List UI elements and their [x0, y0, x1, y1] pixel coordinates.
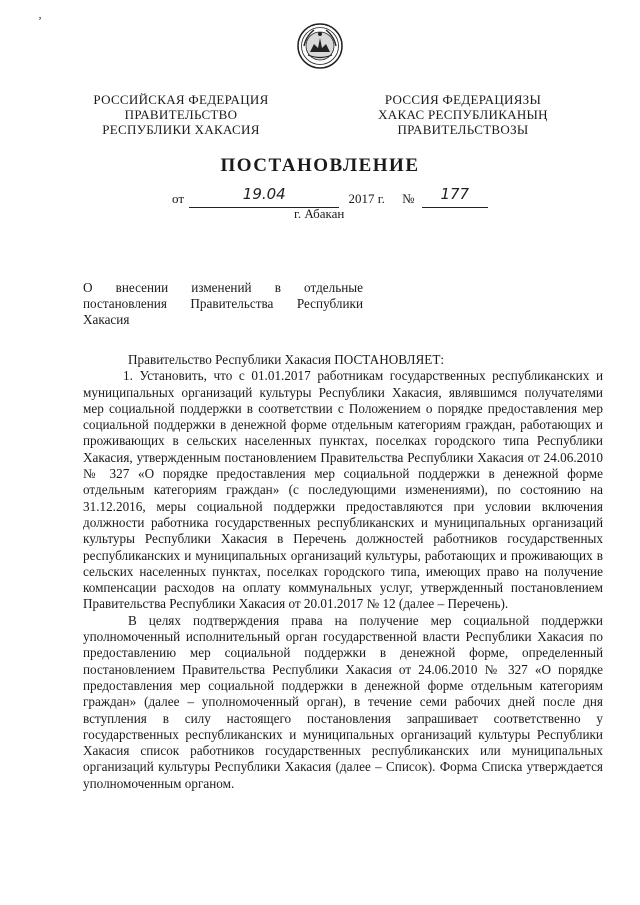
- header-left-block: [76, 92, 286, 137]
- body-intro: Правительство Республики Хакасия ПОСТАНОВЛЯЕТ:: [128, 352, 445, 367]
- coat-of-arms-icon: [296, 22, 344, 70]
- handwritten-number: 177: [440, 185, 470, 203]
- handwritten-date: 19.04: [242, 185, 286, 203]
- header-left-line-3: РЕСПУБЛИКИ ХАКАСИЯ: [102, 122, 260, 137]
- number-label: №: [402, 191, 415, 206]
- header-right-line-1: РОССИЯ ФЕДЕРАЦИЯЗЫ: [384, 92, 542, 107]
- date-from-label: от: [172, 191, 185, 206]
- stray-mark: ʼ: [38, 14, 42, 28]
- header-left-line-2: ПРАВИТЕЛЬСТВО: [124, 107, 238, 122]
- header-left-line-1: РОССИЙСКАЯ ФЕДЕРАЦИЯ: [93, 92, 269, 107]
- number-field: [422, 185, 488, 208]
- body-paragraph-2: В целях подтверждения права на получение мер социальной поддержки уполномоченный исполнительный орган государственной власти Республики Хакасия по предоставлению мер социальной поддержки в денежной форме, определенный постановлением Правительства Республики Хакасия от 24.06.2010 № 327 «О порядке предоставления мер социальной поддержки в денежной форме отдельным категориям граждан» (далее – уполномоченный орган), в течение семи рабочих дней после дня вступления в силу настоящего постановления запрашивает соответственно у государственных республиканских и муниципальных организаций культуры Республики Хакасия список работников государственных республиканских или муниципальных организаций культуры Республики Хакасия (далее – Список). Форма Списка утверждается уполномоченным органом.: [83, 612, 603, 791]
- header-right-block: [358, 92, 568, 137]
- document-subject: О внесении изменений в отдельные постановления Правительства Республики Хакасия: [83, 280, 363, 327]
- header-right-line-2: ХАКАС РЕСПУБЛИКАНЫҢ: [378, 107, 548, 122]
- document-title: ПОСТАНОВЛЕНИЕ: [220, 155, 420, 176]
- body-paragraph-1: 1. Установить, что с 01.01.2017 работникам государственных республиканских и муниципальных организаций культуры Республики Хакасия, являвшимся получателями мер социальной поддержки в соответствии с Положением о порядке предоставления мер социальной поддержки в денежной форме отдельным категориям граждан, работающих и проживающих в сельских населенных пунктах, поселках городского типа Республики Хакасия, утвержденным постановлением Правительства Республики Хакасия от 24.06.2010 № 327 «О порядке предоставления мер социальной поддержки в денежной форме отдельным категориям граждан» (с последующими изменениями), по состоянию на 31.12.2016, меры социальной поддержки предоставляются при условии включения должности работника государственных республиканских и муниципальных организаций культуры Республики Хакасия в Перечень должностей работников государственных республиканских и муниципальных организаций культуры, работающих и проживающих в сельских населенных пунктах, поселках городского типа, имеющих право на получение компенсации расходов на оплату коммунальных услуг, утвержденный постановлением Правительства Республики Хакасия от 20.01.2017 № 12 (далее – Перечень).: [83, 368, 603, 612]
- date-year: 2017 г.: [348, 191, 385, 206]
- document-body: [83, 352, 603, 792]
- header-right-line-3: ПРАВИТЕЛЬСТВОЗЫ: [397, 122, 529, 137]
- city-label: г. Абакан: [294, 206, 345, 221]
